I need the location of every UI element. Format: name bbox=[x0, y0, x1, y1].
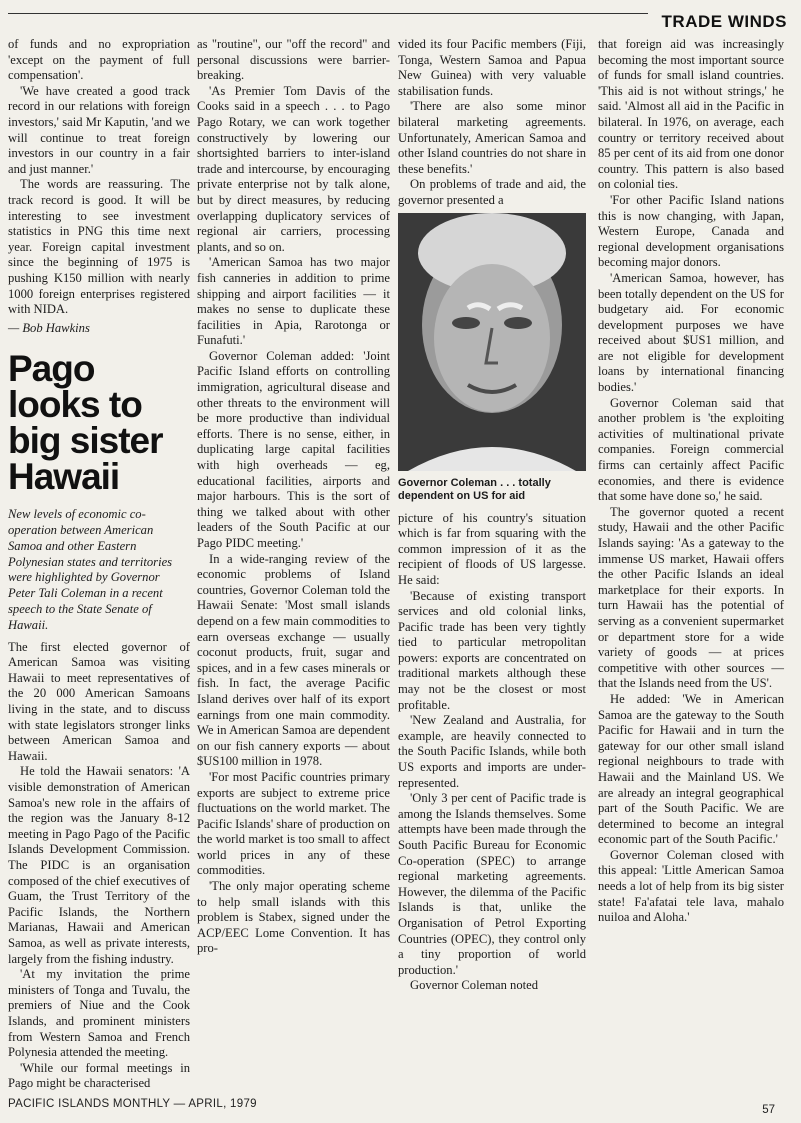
paragraph: 'New Zealand and Australia, for example, are heavily connected to the South Pacific Islands, while both US exports and imports are under-represented. bbox=[398, 713, 586, 790]
paragraph: 'For most Pacific countries primary exports are subject to extreme price fluctuations on the world market. The Pacific Islands' share of production on the world market is too small to affect world prices in any of these commodities. bbox=[197, 769, 390, 878]
paragraph: 'As Premier Tom Davis of the Cooks said in a speech . . . to Pago Pago Rotary, we can work together constructively by lowering our shortsighted barriers to inter-island trade and intercourse, by encouraging private enterprise not by talk alone, but by direct measures, by reducing overlapping duplicatory services of regional air carriers, processing plants, and so on. bbox=[197, 83, 390, 254]
standfirst: New levels of economic co-operation between American Samoa and other Eastern Polynesian states and territories were highlighted by Governor Peter Tali Coleman in a recent speech to the State Senate of Hawaii. bbox=[8, 507, 173, 632]
paragraph: Governor Coleman noted bbox=[410, 978, 539, 993]
paragraph: 'There are also some minor bilateral marketing agreements. Unfortunately, American Samoa and other Island countries do not share in these benefits.' bbox=[398, 99, 586, 176]
paragraph: 'Because of existing transport services and old colonial links, Pacific trade has been very tightly tied to particular metropolitan powers: exports are concentrated on traditional markets although these may not be the closest or most profitable. bbox=[398, 588, 586, 712]
column-4 bbox=[598, 37, 784, 1082]
photo-caption: Governor Coleman . . . totally dependent on US for aid bbox=[398, 476, 551, 502]
paragraph: 'American Samoa has two major fish canneries in addition to prime shipping and airport facilities — it makes no sense to duplicate these facilities in Apia, Rarotonga or Funafuti.' bbox=[197, 255, 390, 348]
paragraph: vided its four Pacific members (Fiji, Tonga, Western Samoa and Papua New Guinea) with very valuable stabilisation funds. bbox=[398, 37, 586, 98]
header-rule bbox=[8, 13, 648, 14]
portrait-icon bbox=[398, 213, 586, 471]
paragraph: The words are reassuring. The track record is good. It will be interesting to see investment statistics in PNG this time next year. Foreign capital investment since the beginning of 1975 is pushing K150 million with nearly 1000 foreign enterprises registered with NIDA. bbox=[8, 177, 190, 317]
paragraph: He told the Hawaii senators: 'A visible demonstration of American Samoa's new role in the affairs of the region was the January 8-12 meeting in Pago Pago of the Pacific Islands Development Commission. The PIDC is an organisation composed of the chief executives of Guam, the Trust Territory of the Pacific Islands, the Northern Marianas, Hawaii and American Samoa, as well as private interests, largely from the fishing industry. bbox=[8, 764, 190, 966]
article-headline: Pago looks to big sister Hawaii bbox=[8, 348, 163, 498]
paragraph: 'For other Pacific Island nations this is now changing, with Japan, Western Europe, Canada and regional development organisations becoming major donors. bbox=[598, 192, 784, 270]
paragraph: as "routine", our "off the record" and personal discussions were barrier-breaking. bbox=[197, 37, 390, 83]
paragraph: Governor Coleman added: 'Joint Pacific Island efforts on controlling immigration, agricultural disease and other threats to the environment will be more productive than individual efforts. There is no sense, either, in duplicating large capital facilities with high overheads — eg, educational facilities, airports and major harbours. This is the sort of thing we talked about with other leaders of the South Pacific at our Pago PIDC meeting.' bbox=[197, 348, 390, 550]
paragraph: 'At my invitation the prime ministers of Tonga and Tuvalu, the premiers of Niue and the Cook Islands, and prominent ministers from Western Samoa and French Polynesia attended the meeting. bbox=[8, 967, 190, 1060]
paragraph: 'While our formal meetings in Pago might be characterised bbox=[8, 1060, 190, 1091]
paragraph: 'The only major operating scheme to help small islands with this problem is Stabex, signed under the ACP/EEC Lome Convention. It has pro- bbox=[197, 879, 390, 956]
paragraph: The first elected governor of American Samoa was visiting Hawaii to meet representatives of the 20 000 American Samoans living in the state, and to discuss with state legislators stronger links between American Samoa and Hawaii. bbox=[8, 639, 190, 763]
paragraph: The governor quoted a recent study, Hawaii and the other Pacific Islands saying: 'As a gateway to the immense US market, Hawaii offers the other Pacific Islands an ideal marketplace for their exports. In turn Hawaii has the potential of serving as a convenient supermarket or department store for a wide variety of goods — at prices competitive with other sources — that the Islands need from the US'. bbox=[598, 504, 784, 691]
paragraph: On problems of trade and aid, the governor presented a bbox=[398, 177, 586, 207]
paragraph: 'Only 3 per cent of Pacific trade is among the Islands themselves. Some attempts have been made through the South Pacific Bureau for Economic Co-operation (SPEC) to arrange regional marketing agreements. However, the dilemma of the Pacific Islands is that, unlike the Organisation of Petrol Exporting Countries (OPEC), they control only a tiny proportion of world production.' bbox=[398, 791, 586, 977]
page-number: 57 bbox=[762, 1104, 775, 1116]
publication-footer: PACIFIC ISLANDS MONTHLY — APRIL, 1979 bbox=[8, 1098, 257, 1110]
paragraph: In a wide-ranging review of the economic problems of Island countries, Governor Coleman told the Hawaii Senate: 'Most small islands depend on a few main commodities to earn overseas exchange — usually coconut products, fruit, sugar and spices, and in a few cases minerals or fish. In fact, the average Pacific Island derives over half of its export earnings from one main commodity. We in American Samoa are dependent on our fish cannery exports — about $US100 million in 1978. bbox=[197, 551, 390, 769]
paragraph: He added: 'We in American Samoa are the gateway to the South Pacific for Hawaii and in turn the gateway for our other small island regional neighbours to trade with Hawaii and the Mainland US. We are already an integral geographical part of the South Pacific. We are determined to become an integral economic part of the South Pacific.' bbox=[598, 691, 784, 847]
paragraph: that foreign aid was increasingly becoming the most important source of funds for small island countries. 'This aid is not without strings,' he said. 'Almost all aid in the Pacific in bilateral. In 1976, on average, each country or territory received about 85 per cent of its aid from one donor country. This pattern is also based on colonial ties. bbox=[598, 37, 784, 192]
byline: — Bob Hawkins bbox=[8, 320, 90, 335]
section-title: TRADE WINDS bbox=[661, 12, 787, 31]
column-1 bbox=[8, 37, 190, 1091]
paragraph: Governor Coleman closed with this appeal: 'Little American Samoa needs a lot of help from its big sister state! Fa'afatai tele lava, mahalo nuiloa and Aloha.' bbox=[598, 847, 784, 925]
paragraph: 'American Samoa, however, has been totally dependent on the US for budgetary aid. For economic development purposes we have received about $US1 million, and are not eligible for development loans by international financing bodies.' bbox=[598, 270, 784, 395]
paragraph: Governor Coleman said that another problem is 'the exploiting activities of multinational private companies. Foreign commercial firms can certainly affect Pacific economies, and there is evidence that some have done so,' he said. bbox=[598, 395, 784, 504]
paragraph: 'We have created a good track record in our relations with foreign investors,' said Mr Kaputin, 'and we will continue to treat foreign investors in our country in a fair and just manner.' bbox=[8, 83, 190, 176]
paragraph: picture of his country's situation which is far from squaring with the common impression of it as the recipient of floods of US largesse. He said: bbox=[398, 510, 586, 587]
column-2 bbox=[197, 37, 390, 1082]
portrait-photo bbox=[398, 213, 586, 471]
paragraph: of funds and no expropriation 'except on the payment of full compensation'. bbox=[8, 37, 190, 83]
column-3 bbox=[398, 37, 586, 1082]
